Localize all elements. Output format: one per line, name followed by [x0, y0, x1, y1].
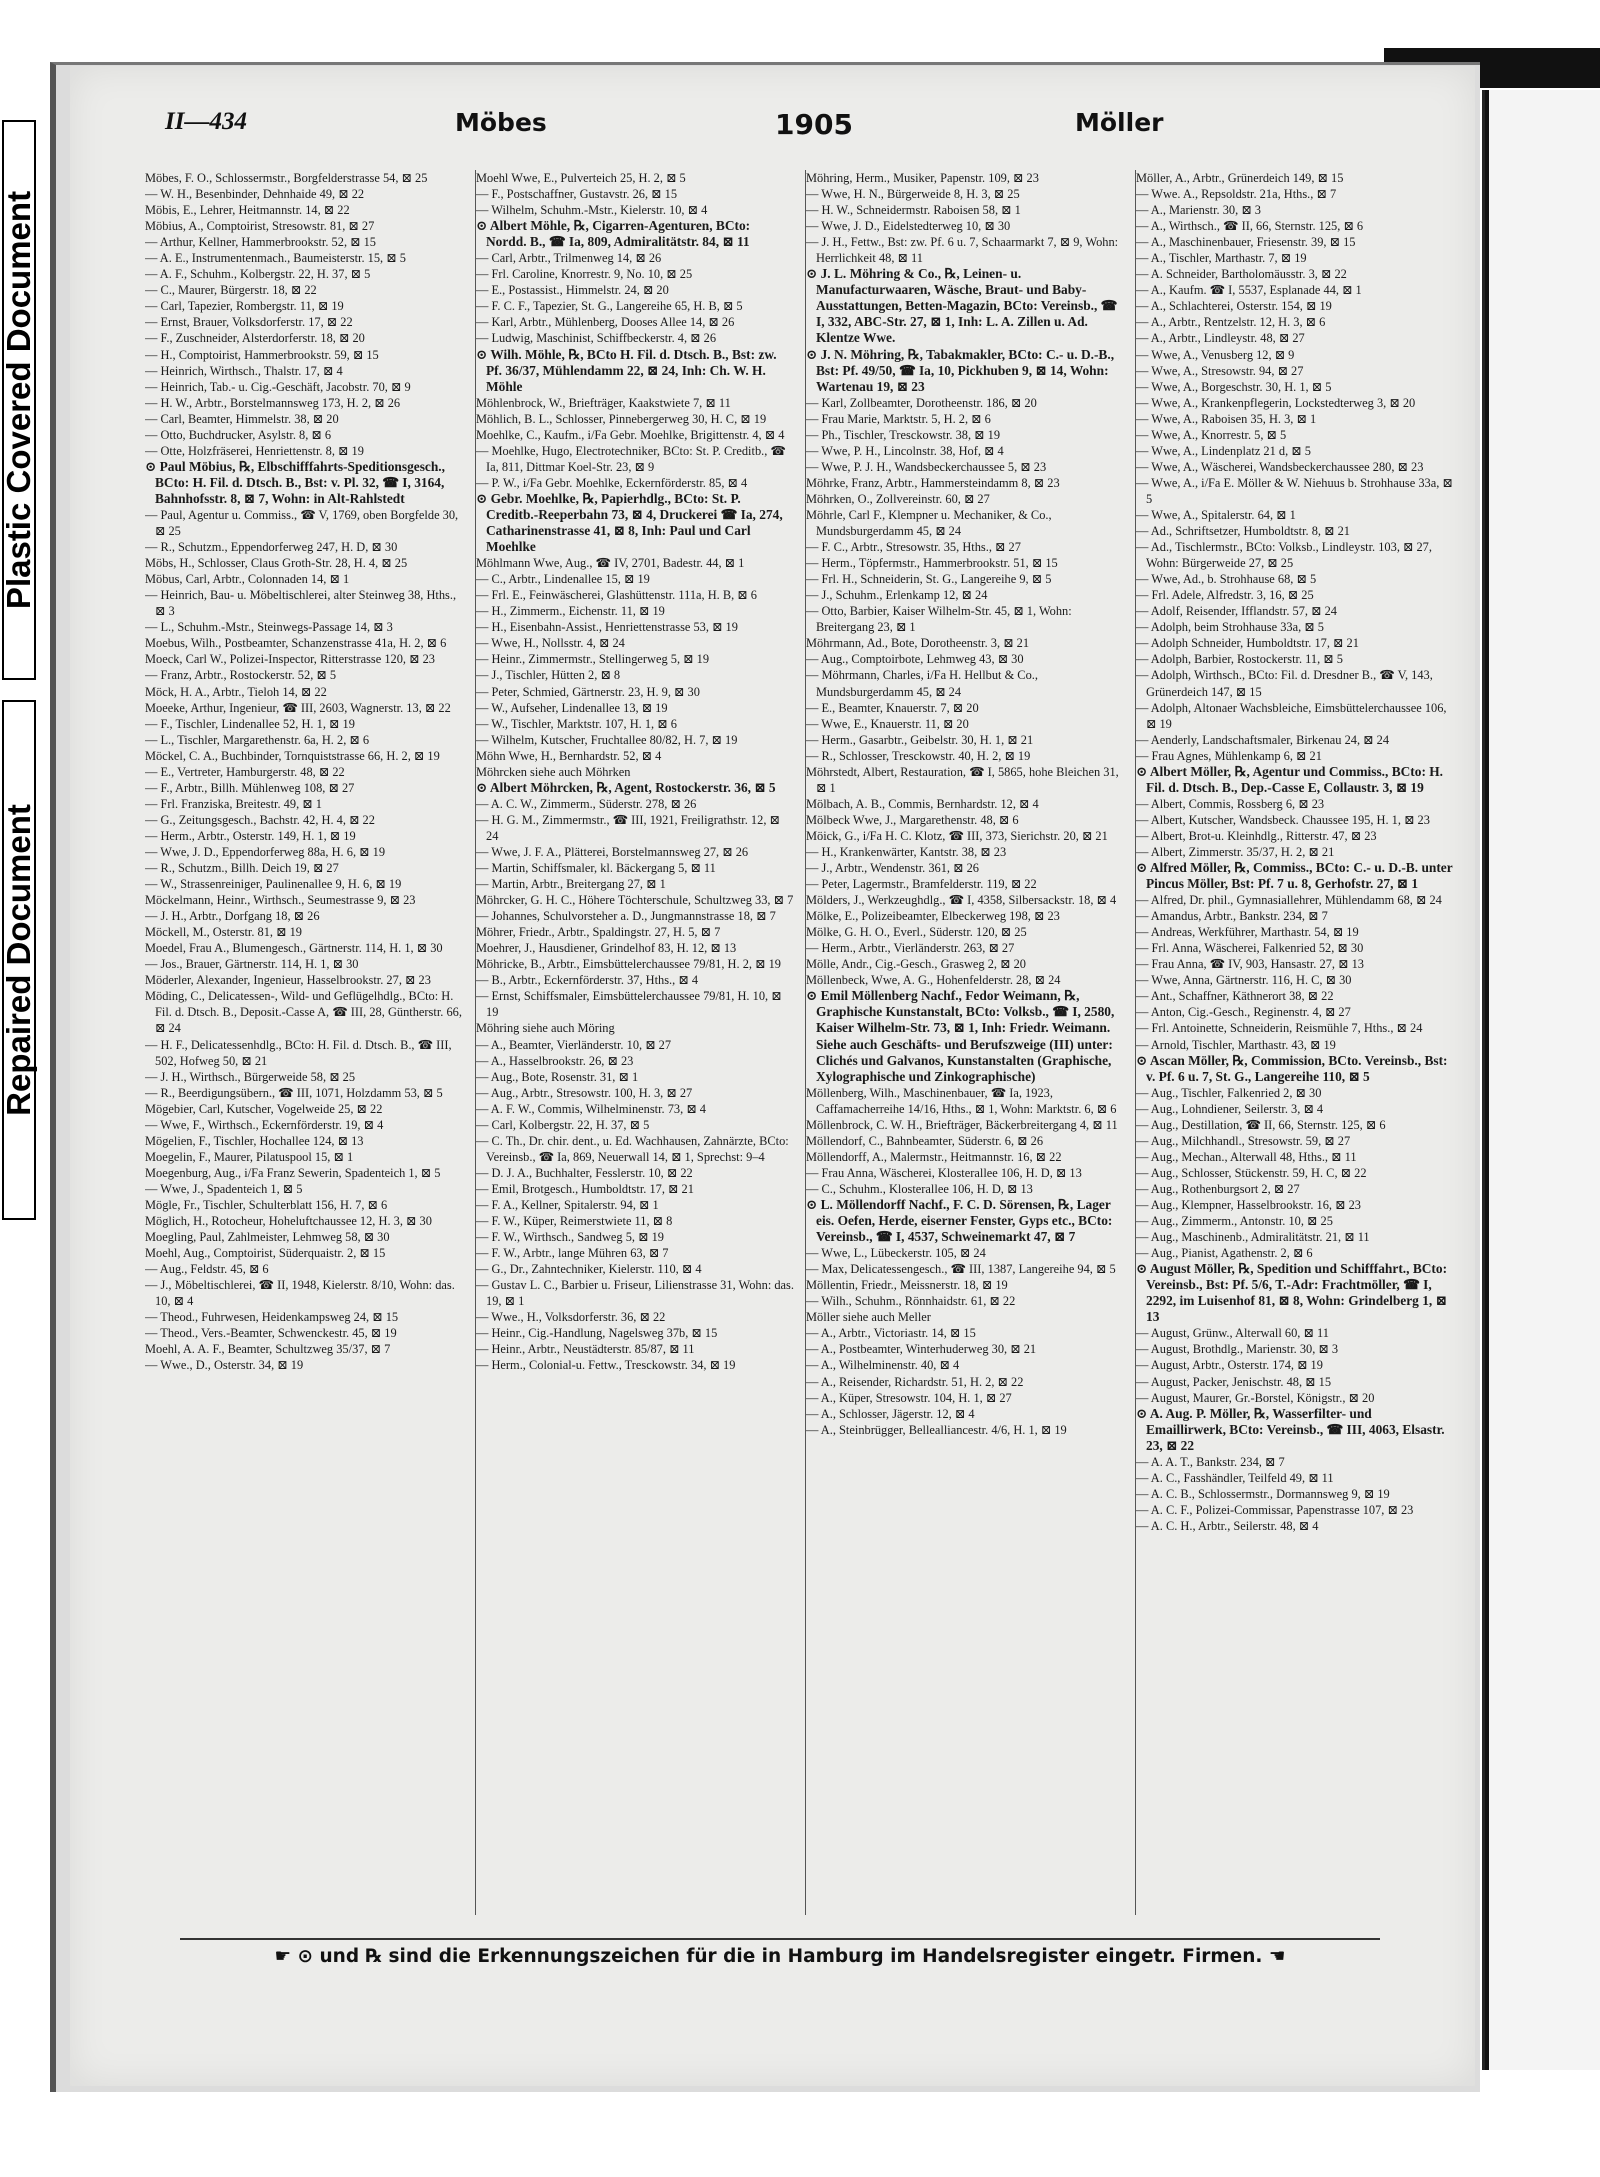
directory-entry: — Wwe, A., Knorrestr. 5, ⊠ 5 — [1136, 427, 1287, 442]
directory-entry: — Wilh., Schuhm., Rönnhaidstr. 61, ⊠ 22 — [806, 1294, 1016, 1309]
directory-entry: — A. C. B., Schlossermstr., Dormannsweg 9, ⊠ 19 — [1136, 1486, 1390, 1501]
directory-entry: Möhrer, Friedr., Arbtr., Spaldingstr. 27, H. 5, ⊠ 7 — [476, 925, 721, 940]
directory-entry: — Martin, Schiffsmaler, kl. Bäckergang 5, ⊠ 11 — [476, 861, 716, 876]
directory-entry: — F., Tischler, Lindenallee 52, H. 1, ⊠ 19 — [145, 716, 355, 731]
directory-entry: Mölke, G. H. O., Everl., Süderstr. 120, ⊠ 25 — [806, 925, 1027, 940]
directory-entry: ⊙ Alfred Möller, ℞, Commiss., BCto: C.- u. D.-B. unter Pincus Möller, Bst: Pf. 7 u. 8, Gerhofstr. 27, ⊠ 1 — [1136, 860, 1453, 892]
directory-entry: Möglich, H., Rotocheur, Hoheluftchaussee 12, H. 3, ⊠ 30 — [145, 1214, 432, 1229]
directory-entry: — A. A. T., Bankstr. 234, ⊠ 7 — [1136, 1454, 1285, 1469]
directory-entry: — A., Beamter, Vierländerstr. 10, ⊠ 27 — [476, 1037, 672, 1052]
directory-entry: — Herm., Arbtr., Vierländerstr. 263, ⊠ 27 — [806, 941, 1015, 956]
directory-entry: — R., Beerdigungsübern., ☎ III, 1071, Holzdamm 53, ⊠ 5 — [145, 1085, 443, 1100]
directory-entry: — Frl. H., Schneiderin, St. G., Langereihe 9, ⊠ 5 — [806, 572, 1052, 587]
column-2 — [475, 170, 794, 1915]
directory-entry: Möllenbrock, C. W. H., Briefträger, Bäckerbreitergang 4, ⊠ 11 — [806, 1117, 1118, 1132]
directory-entry: Mölders, J., Werkzeughdlg., ☎ I, 4358, Silbersackstr. 18, ⊠ 4 — [806, 893, 1117, 908]
directory-entry: — Emil, Brotgesch., Humboldtstr. 17, ⊠ 21 — [476, 1181, 694, 1196]
directory-entry: — Heinrich, Bau- u. Möbeltischlerei, alter Steinweg 38, Hths., ⊠ 3 — [145, 588, 457, 619]
directory-entry: Möhrke, Franz, Arbtr., Hammersteindamm 8, ⊠ 23 — [806, 475, 1060, 490]
directory-entry: — Wwe, A., Wäscherei, Wandsbeckerchaussee 280, ⊠ 23 — [1136, 459, 1424, 474]
directory-entry: Möhlenbrock, W., Briefträger, Kaakstwiete 7, ⊠ 11 — [476, 395, 731, 410]
directory-entry: — A., Postbeamter, Winterhuderweg 30, ⊠ 21 — [806, 1342, 1037, 1357]
directory-entry: — F. W., Küper, Reimerstwiete 11, ⊠ 8 — [476, 1214, 673, 1229]
directory-entry: Möhlmann Wwe, Aug., ☎ IV, 2701, Badestr. 44, ⊠ 1 — [476, 556, 745, 571]
directory-entry: — August, Maurer, Gr.-Borstel, Königstr., ⊠ 20 — [1136, 1390, 1375, 1405]
directory-entry: — Wwe, F., Wirthsch., Eckernförderstr. 19, ⊠ 4 — [145, 1117, 384, 1132]
directory-entry: — Otte, Holzfräserei, Henriettenstr. 8, ⊠ 19 — [145, 443, 364, 458]
archive-side-labels — [0, 0, 38, 2177]
directory-entry: — H., Zimmerm., Eichenstr. 11, ⊠ 19 — [476, 604, 665, 619]
directory-entry: — Wwe, P. H., Lincolnstr. 38, Hof, ⊠ 4 — [806, 443, 1004, 458]
directory-entry: — Adolph, Barbier, Rostockerstr. 11, ⊠ 5 — [1136, 652, 1343, 667]
directory-entry: ⊙ Albert Möller, ℞, Agentur und Commiss., BCto: H. Fil. d. Dtsch. B., Dep.-Casse E, Collaustr. 3, ⊠ 19 — [1136, 763, 1444, 795]
directory-entry: — Ad., Schriftsetzer, Humboldtstr. 8, ⊠ 21 — [1136, 524, 1350, 539]
directory-entry: Moehl, A. A. F., Beamter, Schultzweg 35/37, ⊠ 7 — [145, 1342, 391, 1357]
directory-entry: Mögelien, F., Tischler, Hochallee 124, ⊠ 13 — [145, 1133, 364, 1148]
directory-entry: — J. H., Wirthsch., Bürgerweide 58, ⊠ 25 — [145, 1069, 356, 1084]
directory-entry: — Herm., Colonial-u. Fettw., Tresckowstr. 34, ⊠ 19 — [476, 1358, 736, 1373]
directory-entry: — Gustav L. C., Barbier u. Friseur, Lilienstrasse 31, Wohn: das. 19, ⊠ 1 — [476, 1278, 794, 1309]
directory-entry: — Wwe, P. J. H., Wandsbeckerchaussee 5, ⊠ 23 — [806, 459, 1047, 474]
directory-entry: — Wwe, A., i/Fa E. Möller & W. Niehuus b. Strohhause 33a, ⊠ 5 — [1136, 475, 1453, 506]
directory-entry: — Carl, Tapezier, Rombergstr. 11, ⊠ 19 — [145, 299, 344, 314]
directory-entry: — A., Marienstr. 30, ⊠ 3 — [1136, 203, 1261, 218]
directory-entry: ⊙ Ascan Möller, ℞, Commission, BCto. Vereinsb., Bst: v. Pf. 6 u. 7, St. G., Langereihe 110, ⊠ 5 — [1136, 1052, 1448, 1084]
directory-entry: Moehl, Aug., Comptoirist, Süderquaistr. 2, ⊠ 15 — [145, 1246, 386, 1261]
directory-entry: Moeck, Carl W., Polizei-Inspector, Ritterstrasse 120, ⊠ 23 — [145, 652, 435, 667]
directory-entry: — Peter, Schmied, Gärtnerstr. 23, H. 9, ⊠ 30 — [476, 684, 700, 699]
directory-entry: Möhricke, B., Arbtr., Eimsbüttelerchaussee 79/81, H. 2, ⊠ 19 — [476, 957, 781, 972]
directory-entry: — W., Tischler, Marktstr. 107, H. 1, ⊠ 6 — [476, 716, 677, 731]
directory-entry: Möbis, E., Lehrer, Heitmannstr. 14, ⊠ 22 — [145, 203, 350, 218]
directory-entry: — Martin, Arbtr., Breitergang 27, ⊠ 1 — [476, 877, 666, 892]
directory-entry: — August, Brothdlg., Marienstr. 30, ⊠ 3 — [1136, 1342, 1339, 1357]
directory-entry: — Ph., Tischler, Tresckowstr. 38, ⊠ 19 — [806, 427, 1001, 442]
directory-entry: — Frl. Anna, Wäscherei, Falkenried 52, ⊠ 30 — [1136, 941, 1364, 956]
directory-entry: — Frau Anna, ☎ IV, 903, Hansastr. 27, ⊠ 13 — [1136, 957, 1364, 972]
directory-entry: — H. G. M., Zimmermstr., ☎ III, 1921, Freiligrathstr. 12, ⊠ 24 — [476, 812, 780, 843]
directory-entry: Mölke, E., Polizeibeamter, Elbeckerweg 198, ⊠ 23 — [806, 909, 1060, 924]
directory-entry: — Carl, Arbtr., Trilmenweg 14, ⊠ 26 — [476, 251, 662, 266]
directory-entry: Mölbeck Wwe, J., Margarethenstr. 48, ⊠ 6 — [806, 812, 1019, 827]
directory-entry: — Theod., Fuhrwesen, Heidenkampsweg 24, ⊠ 15 — [145, 1310, 399, 1325]
directory-entry: Möhrcken siehe auch Möhrken — [476, 764, 631, 779]
directory-entry: — Ernst, Brauer, Volksdorferstr. 17, ⊠ 22 — [145, 315, 353, 330]
directory-entry: — J., Schuhm., Erlenkamp 12, ⊠ 24 — [806, 588, 988, 603]
directory-entry: — August, Packer, Jenischstr. 48, ⊠ 15 — [1136, 1374, 1332, 1389]
directory-entry: — F. W., Arbtr., lange Mühren 63, ⊠ 7 — [476, 1246, 669, 1261]
directory-entry: — Wwe, A., Spitalerstr. 64, ⊠ 1 — [1136, 507, 1296, 522]
directory-entry: Mögle, Fr., Tischler, Schulterblatt 156, H. 7, ⊠ 6 — [145, 1198, 388, 1212]
directory-entry: — Wwe, A., Lindenplatz 21 d, ⊠ 5 — [1136, 443, 1311, 458]
directory-entry: Moehlke, C., Kaufm., i/Fa Gebr. Moehlke, Brigittenstr. 4, ⊠ 4 — [476, 427, 785, 442]
directory-entry: — W., Strassenreiniger, Paulinenallee 9, H. 6, ⊠ 19 — [145, 877, 402, 892]
directory-entry: — A., Hasselbrookstr. 26, ⊠ 23 — [476, 1053, 634, 1068]
directory-entry: Möhrle, Carl F., Klempner u. Mechaniker, & Co., Mundsburgerdamm 45, ⊠ 24 — [806, 507, 1052, 539]
directory-entry: — H. F., Delicatessenhdlg., BCto: H. Fil. d. Dtsch. B., ☎ III, 502, Hofweg 50, ⊠ 21 — [145, 1037, 452, 1068]
directory-entry: Moegling, Paul, Zahlmeister, Lehmweg 58, ⊠ 30 — [145, 1230, 390, 1245]
directory-entry: — Jos., Brauer, Gärtnerstr. 114, H. 1, ⊠ 30 — [145, 957, 359, 972]
directory-entry: — A. C., Fasshändler, Teilfeld 49, ⊠ 11 — [1136, 1470, 1334, 1485]
directory-entry: — Wwe, J. D., Eppendorferweg 88a, H. 6, ⊠ 19 — [145, 844, 386, 859]
directory-entry: — Albert, Commis, Rossberg 6, ⊠ 23 — [1136, 796, 1325, 811]
directory-entry: — W., Aufseher, Lindenallee 13, ⊠ 19 — [476, 700, 668, 715]
directory-entry: Möllenbeck, Wwe, A. G., Hohenfelderstr. 28, ⊠ 24 — [806, 973, 1061, 988]
directory-entry: Mölbach, A. B., Commis, Bernhardstr. 12, ⊠ 4 — [806, 796, 1039, 811]
directory-entry: — Herm., Töpfermstr., Hammerbrookstr. 51, ⊠ 15 — [806, 556, 1058, 571]
directory-entry: — F., Postschaffner, Gustavstr. 26, ⊠ 15 — [476, 187, 678, 202]
directory-entry: — D. J. A., Buchhalter, Fesslerstr. 10, ⊠ 22 — [476, 1165, 693, 1180]
directory-entry: — Aenderly, Landschaftsmaler, Birkenau 24, ⊠ 24 — [1136, 732, 1390, 747]
directory-entry: — Heinr., Arbtr., Neustädterstr. 85/87, ⊠ 11 — [476, 1342, 695, 1357]
directory-entry: — A., Schlosser, Jägerstr. 12, ⊠ 4 — [806, 1406, 975, 1421]
directory-entry: — Frl. Caroline, Knorrestr. 9, No. 10, ⊠ 25 — [476, 267, 693, 282]
directory-entry: — A. C. F., Polizei-Commissar, Papenstrasse 107, ⊠ 23 — [1136, 1502, 1414, 1517]
plastic-covered-label: Plastic Covered Document — [2, 120, 36, 680]
directory-entry: Möllentin, Friedr., Meissnerstr. 18, ⊠ 19 — [806, 1278, 1008, 1293]
directory-entry: Moegelin, F., Maurer, Pilatuspool 15, ⊠ 1 — [145, 1149, 354, 1164]
directory-entry: — Wwe, H. N., Bürgerweide 8, H. 3, ⊠ 25 — [806, 187, 1020, 202]
directory-entry: ⊙ Wilh. Möhle, ℞, BCto H. Fil. d. Dtsch. B., Bst: zw. Pf. 36/37, Mühlendamm 22, ⊠ 24, Inh: Ch. W. H. Möhle — [476, 346, 777, 394]
directory-entry: — R., Schutzm., Eppendorferweg 247, H. D, ⊠ 30 — [145, 540, 398, 555]
directory-entry: — Wwe, Ad., b. Strohhause 68, ⊠ 5 — [1136, 572, 1317, 587]
directory-entry: — Ant., Schaffner, Käthnerort 38, ⊠ 22 — [1136, 989, 1334, 1004]
directory-entry: ⊙ Albert Möhrcken, ℞, Agent, Rostockerstr. 36, ⊠ 5 — [476, 779, 776, 795]
directory-entry: — A., Maschinenbauer, Friesenstr. 39, ⊠ 15 — [1136, 235, 1356, 250]
directory-entry: — Peter, Lagermstr., Bramfelderstr. 119, ⊠ 22 — [806, 877, 1037, 892]
directory-entry: — Karl, Arbtr., Mühlenberg, Dooses Allee 14, ⊠ 26 — [476, 315, 735, 330]
directory-entry: — Amandus, Arbtr., Bankstr. 234, ⊠ 7 — [1136, 909, 1328, 924]
directory-entry: — Albert, Kutscher, Wandsbeck. Chaussee 195, H. 1, ⊠ 23 — [1136, 812, 1430, 827]
directory-entry: — Heinr., Cig.-Handlung, Nagelsweg 37b, ⊠ 15 — [476, 1326, 718, 1341]
directory-entry: — Wwe, J. F. A., Plätterei, Borstelmannsweg 27, ⊠ 26 — [476, 844, 749, 859]
directory-entry: Möckell, M., Osterstr. 81, ⊠ 19 — [145, 925, 302, 940]
directory-entry: — Wwe, J. D., Eidelstedterweg 10, ⊠ 30 — [806, 219, 1011, 234]
directory-entry: — P. W., i/Fa Gebr. Moehlke, Eckernförderstr. 85, ⊠ 4 — [476, 475, 748, 490]
column-1 — [145, 170, 463, 1915]
directory-entry: — Wwe, A., Stresowstr. 94, ⊠ 27 — [1136, 363, 1304, 378]
directory-entry: — Carl, Kolbergstr. 22, H. 37, ⊠ 5 — [476, 1117, 650, 1132]
directory-entry: Mögebier, Carl, Kutscher, Vogelweide 25, ⊠ 22 — [145, 1101, 383, 1116]
directory-entry: Möbs, H., Schlosser, Claus Groth-Str. 28, H. 4, ⊠ 25 — [145, 556, 408, 571]
directory-entry: — Aug., Arbtr., Stresowstr. 100, H. 3, ⊠ 27 — [476, 1085, 693, 1100]
directory-entry: — Adolf, Reisender, Ifflandstr. 57, ⊠ 24 — [1136, 604, 1337, 619]
directory-entry: — Anton, Cig.-Gesch., Reginenstr. 4, ⊠ 27 — [1136, 1005, 1351, 1020]
directory-entry: — Arthur, Kellner, Hammerbrookstr. 52, ⊠ 15 — [145, 235, 377, 250]
directory-entry: — F. C., Arbtr., Stresowstr. 35, Hths., ⊠ 27 — [806, 540, 1021, 555]
directory-entry: ⊙ J. L. Möhring & Co., ℞, Leinen- u. Manufacturwaaren, Wäsche, Braut- und Baby-Ausstattungen, Betten-Magazin, BCto: Vereinsb., ☎ I, 332, ABC-Str. 27, ⊠ 1, Inh: L. A. Zillen u. Ad. Klentze Wwe. — [806, 266, 1118, 346]
directory-entry: — A., Tischler, Marthastr. 7, ⊠ 19 — [1136, 251, 1307, 266]
directory-entry: Möck, H. A., Arbtr., Tieloh 14, ⊠ 22 — [145, 684, 327, 699]
directory-entry: — R., Schlosser, Tresckowstr. 40, H. 2, ⊠ 19 — [806, 748, 1031, 763]
directory-entry: Moeeke, Arthur, Ingenieur, ☎ III, 2603, Wagnerstr. 13, ⊠ 22 — [145, 700, 451, 715]
directory-entry: — H., Eisenbahn-Assist., Henriettenstrasse 53, ⊠ 19 — [476, 620, 738, 635]
directory-entry: — C., Maurer, Bürgerstr. 18, ⊠ 22 — [145, 283, 317, 298]
directory-entry: — C., Schuhm., Klosterallee 106, H. D, ⊠ 13 — [806, 1181, 1033, 1196]
directory-entry: ⊙ Gebr. Moehlke, ℞, Papierhdlg., BCto: St. P. Creditb.-Reeperbahn 73, ⊠ 4, Druckerei ☎ Ia, 274, Catharinenstrasse 41, ⊠ 8, Inh: Paul und Carl Moehlke — [476, 490, 783, 555]
directory-entry: — H. W., Arbtr., Borstelmannsweg 173, H. 2, ⊠ 26 — [145, 395, 401, 410]
directory-entry: — Frl. Adele, Alfredstr. 3, 16, ⊠ 25 — [1136, 588, 1314, 603]
directory-entry: — Adolph, beim Strohhause 33a, ⊠ 5 — [1136, 620, 1324, 635]
directory-entry: Möding, C., Delicatessen-, Wild- und Geflügelhdlg., BCto: H. Fil. d. Dtsch. B., Deposit.-Casse A, ☎ III, 28, Güntherstr. 66, ⊠ 24 — [145, 989, 462, 1036]
directory-entry: — Frl. Franziska, Breitestr. 49, ⊠ 1 — [145, 796, 322, 811]
directory-entry: — Paul, Agentur u. Commiss., ☎ V, 1769, oben Borgfelde 30, ⊠ 25 — [145, 507, 459, 539]
directory-entry: — Heinr., Zimmermstr., Stellingerweg 5, ⊠ 19 — [476, 652, 710, 667]
directory-entry: — A. C. W., Zimmerm., Süderstr. 278, ⊠ 26 — [476, 796, 697, 811]
directory-entry: — F. W., Wirthsch., Sandweg 5, ⊠ 19 — [476, 1230, 664, 1245]
directory-entry: — A. F., Schuhm., Kolbergstr. 22, H. 37, ⊠ 5 — [145, 267, 371, 282]
directory-entry: Möhring siehe auch Möring — [476, 1021, 615, 1036]
directory-entry: — Frl. E., Feinwäscherei, Glashüttenstr. 111a, H. B, ⊠ 6 — [476, 588, 757, 603]
directory-entry: — Aug., Pianist, Agathenstr. 2, ⊠ 6 — [1136, 1246, 1313, 1261]
page-number: II—434 — [165, 108, 247, 135]
directory-entry: — Herm., Arbtr., Osterstr. 149, H. 1, ⊠ 19 — [145, 828, 356, 843]
directory-entry: Möhrken, O., Zollvereinstr. 60, ⊠ 27 — [806, 491, 990, 506]
directory-entry: — A., Arbtr., Lindleystr. 48, ⊠ 27 — [1136, 331, 1305, 346]
directory-entry: — Frau Agnes, Mühlenkamp 6, ⊠ 21 — [1136, 748, 1322, 763]
directory-entry: — E., Vertreter, Hamburgerstr. 48, ⊠ 22 — [145, 764, 345, 779]
directory-entry: — A. E., Instrumentenmach., Baumeisterstr. 15, ⊠ 5 — [145, 251, 406, 266]
directory-entry: — Aug., Rothenburgsort 2, ⊠ 27 — [1136, 1181, 1300, 1196]
directory-entry: — Wwe, E., Knauerstr. 11, ⊠ 20 — [806, 716, 969, 731]
directory-entry: — Wwe, J., Spadenteich 1, ⊠ 5 — [145, 1181, 303, 1196]
directory-entry: — Frau Anna, Wäscherei, Klosterallee 106, H. D, ⊠ 13 — [806, 1165, 1082, 1180]
directory-entry: — Aug., Mechan., Alterwall 48, Hths., ⊠ 11 — [1136, 1149, 1357, 1164]
directory-entry: — E., Postassist., Himmelstr. 24, ⊠ 20 — [476, 283, 669, 298]
directory-entry: — F., Zuschneider, Alsterdorferstr. 18, ⊠ 20 — [145, 331, 365, 346]
directory-entry: Moehrer, J., Hausdiener, Grindelhof 83, H. 12, ⊠ 13 — [476, 941, 737, 956]
header-last-name: Möller — [1075, 108, 1164, 137]
directory-entry: — Ludwig, Maschinist, Schiffbeckerstr. 4, ⊠ 26 — [476, 331, 717, 346]
directory-entry: Möbus, Carl, Arbtr., Colonnaden 14, ⊠ 1 — [145, 572, 350, 587]
directory-entry: — Herm., Gasarbtr., Geibelstr. 30, H. 1, ⊠ 21 — [806, 732, 1034, 747]
directory-entry: — J. H., Fettw., Bst: zw. Pf. 6 u. 7, Schaarmarkt 7, ⊠ 9, Wohn: Herrlichkeit 48, ⊠ 11 — [806, 235, 1119, 266]
directory-entry: — Carl, Beamter, Himmelstr. 38, ⊠ 20 — [145, 411, 339, 426]
directory-entry: — A., Arbtr., Victoriastr. 14, ⊠ 15 — [806, 1326, 976, 1341]
directory-entry: — A. C. H., Arbtr., Seilerstr. 48, ⊠ 4 — [1136, 1518, 1319, 1533]
directory-entry: — Adolph, Altonaer Wachsbleiche, Eimsbüttelerchaussee 106, ⊠ 19 — [1136, 700, 1447, 731]
header-year: 1905 — [775, 108, 853, 141]
directory-entry: — Wwe, L., Lübeckerstr. 105, ⊠ 24 — [806, 1246, 986, 1261]
directory-entry: — W. H., Besenbinder, Dehnhaide 49, ⊠ 22 — [145, 187, 365, 202]
directory-entry: — A. Schneider, Bartholomäusstr. 3, ⊠ 22 — [1136, 267, 1347, 282]
directory-entry: — Wwe, H., Nollsstr. 4, ⊠ 24 — [476, 636, 625, 651]
directory-entry: — Karl, Zollbeamter, Dorotheenstr. 186, ⊠ 20 — [806, 395, 1037, 410]
directory-entry: — Heinrich, Wirthsch., Thalstr. 17, ⊠ 4 — [145, 363, 343, 378]
directory-entry: — J., Arbtr., Wendenstr. 361, ⊠ 26 — [806, 861, 979, 876]
directory-entry: Möhlich, B. L., Schlosser, Pinnebergerweg 30, H. C, ⊠ 19 — [476, 411, 767, 426]
directory-entry: — R., Schutzm., Billh. Deich 19, ⊠ 27 — [145, 861, 339, 876]
directory-entry: — Aug., Schlosser, Stückenstr. 59, H. C, ⊠ 22 — [1136, 1165, 1367, 1180]
adjacent-page-edge — [1482, 90, 1600, 2070]
directory-entry: — Albert, Zimmerstr. 35/37, H. 2, ⊠ 21 — [1136, 844, 1335, 859]
directory-entry: — A., Wilhelminenstr. 40, ⊠ 4 — [806, 1358, 960, 1373]
directory-entry: Möllenberg, Wilh., Maschinenbauer, ☎ Ia, 1923, Caffamacherreihe 14/16, Hths., ⊠ 1, Wohn: Marktstr. 6, ⊠ 6 — [806, 1085, 1117, 1116]
directory-entry: Moehl Wwe, E., Pulverteich 25, H. 2, ⊠ 5 — [476, 171, 686, 185]
directory-entry: — J. H., Arbtr., Dorfgang 18, ⊠ 26 — [145, 909, 320, 924]
directory-entry: — G., Dr., Zahntechniker, Kielerstr. 110, ⊠ 4 — [476, 1262, 702, 1277]
directory-entry: ⊙ L. Möllendorff Nachf., F. C. D. Sörensen, ℞, Lager eis. Oefen, Herde, eiserner Fenster, Gyps etc., BCto: Vereinsb., ☎ I, 4537, Schweinemarkt 47, ⊠ 7 — [806, 1197, 1113, 1245]
directory-entry: — Wwe. A., Repsoldstr. 21a, Hths., ⊠ 7 — [1136, 187, 1337, 202]
directory-entry: — C., Arbtr., Lindenallee 15, ⊠ 19 — [476, 572, 650, 587]
directory-entry: — Wwe, A., Borgeschstr. 30, H. 1, ⊠ 5 — [1136, 379, 1332, 394]
directory-entry: — Wwe, A., Venusberg 12, ⊠ 9 — [1136, 347, 1295, 362]
directory-entry: — Aug., Destillation, ☎ II, 66, Sternstr. 125, ⊠ 6 — [1136, 1117, 1386, 1132]
directory-entry: — Aug., Milchhandl., Stresowstr. 59, ⊠ 27 — [1136, 1133, 1351, 1148]
directory-entry: — Arnold, Tischler, Marthastr. 43, ⊠ 19 — [1136, 1037, 1336, 1052]
directory-entry: — Theod., Vers.-Beamter, Schwenckestr. 45, ⊠ 19 — [145, 1326, 397, 1341]
directory-entry: ⊙ Emil Möllenberg Nachf., Fedor Weimann, ℞, Graphische Kunstanstalt, BCto: Volksb., ☎ I, 2580, Kaiser Wilhelm-Str. 73, ⊠ 1, Inh: Friedr. Weimann. Siehe auch Geschäfts- und Berufszweige (III) unter: Clichés und Galvanos, Kunstanstalten (Graphische, Xylographische und Zinkographische) — [806, 988, 1115, 1084]
header-first-name: Möbes — [455, 108, 547, 137]
directory-entry: — H., Krankenwärter, Kantstr. 38, ⊠ 23 — [806, 844, 1007, 859]
directory-entry: — L., Tischler, Margarethenstr. 6a, H. 2, ⊠ 6 — [145, 732, 370, 747]
page-header — [95, 108, 1164, 148]
directory-columns — [145, 170, 1470, 1915]
directory-entry: — A., Küper, Stresowstr. 104, H. 1, ⊠ 27 — [806, 1390, 1012, 1405]
directory-entry: Moebus, Wilh., Postbeamter, Schanzenstrasse 41a, H. 2, ⊠ 6 — [145, 636, 447, 651]
directory-entry: Möick, G., i/Fa H. C. Klotz, ☎ III, 373, Sierichstr. 20, ⊠ 21 — [806, 828, 1108, 843]
directory-entry: — Andreas, Werkführer, Marthastr. 54, ⊠ 19 — [1136, 925, 1359, 940]
directory-entry: — Wilhelm, Schuhm.-Mstr., Kielerstr. 10, ⊠ 4 — [476, 203, 708, 218]
directory-entry: — H. W., Schneidermstr. Raboisen 58, ⊠ 1 — [806, 203, 1021, 218]
directory-entry: Möhring, Herm., Musiker, Papenstr. 109, ⊠ 23 — [806, 171, 1039, 185]
directory-entry: — Wwe., D., Osterstr. 34, ⊠ 19 — [145, 1358, 304, 1373]
directory-entry: — Moehlke, Hugo, Electrotechniker, BCto: St. P. Creditb., ☎ Ia, 811, Dittmar Koel-Str. 23, ⊠ 9 — [476, 443, 786, 474]
directory-entry: — Wwe, A., Krankenpflegerin, Lockstedterweg 3, ⊠ 20 — [1136, 395, 1416, 410]
directory-entry: — Ernst, Schiffsmaler, Eimsbüttelerchaussee 79/81, H. 10, ⊠ 19 — [476, 989, 782, 1020]
page-footer-note: ☛ ⊙ und ℞ sind die Erkennungszeichen für die in Hamburg im Handelsregister eingetr. Firmen. ☚ — [180, 1938, 1380, 1976]
directory-entry: — Otto, Barbier, Kaiser Wilhelm-Str. 45, ⊠ 1, Wohn: Breitergang 23, ⊠ 1 — [806, 604, 1072, 635]
directory-entry: — A. F. W., Commis, Wilhelminenstr. 73, ⊠ 4 — [476, 1101, 706, 1116]
directory-entry: — B., Arbtr., Eckernförderstr. 37, Hths., ⊠ 4 — [476, 973, 699, 988]
directory-entry: — Aug., Feldstr. 45, ⊠ 6 — [145, 1262, 269, 1277]
directory-entry: Moegenburg, Aug., i/Fa Franz Sewerin, Spadenteich 1, ⊠ 5 — [145, 1165, 441, 1180]
directory-entry: — Adolph Schneider, Humboldtstr. 17, ⊠ 21 — [1136, 636, 1359, 651]
repaired-document-label: Repaired Document — [2, 700, 36, 1220]
directory-entry: — August, Arbtr., Osterstr. 174, ⊠ 19 — [1136, 1358, 1323, 1373]
directory-entry: Möller siehe auch Meller — [806, 1310, 931, 1325]
directory-entry: ⊙ Paul Möbius, ℞, Elbschifffahrts-Speditionsgesch., BCto: H. Fil. d. Dtsch. B., Bst: v. Pl. 32, ☎ I, 3164, Bahnhofsstr. 8, ⊠ 7, Wohn: in Alt-Rahlstedt — [145, 458, 446, 506]
directory-entry: ⊙ August Möller, ℞, Spedition und Schifffahrt., BCto: Vereinsb., Bst: Pf. 5/6, T.-Adr: Frachtmöller, ☎ I, 2292, im Luisenhof 81, ⊠ 8, Wohn: Grindelberg 1, ⊠ 13 — [1136, 1261, 1448, 1325]
directory-entry: — Otto, Buchdrucker, Asylstr. 8, ⊠ 6 — [145, 427, 332, 442]
column-4 — [1135, 170, 1454, 1915]
directory-entry: — J., Tischler, Hütten 2, ⊠ 8 — [476, 668, 621, 683]
directory-entry: — F. C. F., Tapezier, St. G., Langereihe 65, H. B, ⊠ 5 — [476, 299, 743, 314]
directory-entry: Möckel, C. A., Buchbinder, Tornquiststrasse 66, H. 2, ⊠ 19 — [145, 748, 440, 763]
directory-entry: — Alfred, Dr. phil., Gymnasiallehrer, Mühlendamm 68, ⊠ 24 — [1136, 893, 1442, 908]
directory-entry: — Aug., Lohndiener, Seilerstr. 3, ⊠ 4 — [1136, 1101, 1324, 1116]
directory-entry: — Wwe, Anna, Gärtnerstr. 116, H. C, ⊠ 30 — [1136, 973, 1352, 988]
directory-entry: Möbius, A., Comptoirist, Stresowstr. 81, ⊠ 27 — [145, 219, 375, 234]
directory-entry: — Johannes, Schulvorsteher a. D., Jungmannstrasse 18, ⊠ 7 — [476, 909, 776, 924]
directory-entry: Möhrstedt, Albert, Restauration, ☎ I, 5865, hohe Bleichen 31, ⊠ 1 — [806, 764, 1119, 795]
directory-entry: — Aug., Klempner, Hasselbrookstr. 16, ⊠ 23 — [1136, 1198, 1361, 1212]
directory-entry: ⊙ Albert Möhle, ℞, Cigarren-Agenturen, BCto: Nordd. B., ☎ Ia, 809, Admiralitätstr. 84, ⊠ 11 — [476, 218, 751, 250]
directory-entry: — C. Th., Dr. chir. dent., u. Ed. Wachhausen, Zahnärzte, BCto: Vereinsb., ☎ Ia, 869, Neuerwall 14, ⊠ 1, Sprechst: 9–4 — [476, 1133, 789, 1164]
directory-entry: — Wilhelm, Kutscher, Fruchtallee 80/82, H. 7, ⊠ 19 — [476, 732, 738, 747]
directory-entry: — Frl. Antoinette, Schneiderin, Reismühle 7, Hths., ⊠ 24 — [1136, 1021, 1423, 1036]
directory-entry: — E., Beamter, Knauerstr. 7, ⊠ 20 — [806, 700, 979, 715]
directory-entry: — A., Arbtr., Rentzelstr. 12, H. 3, ⊠ 6 — [1136, 315, 1326, 330]
directory-entry: ⊙ A. Aug. P. Möller, ℞, Wasserfilter- und Emaillirwerk, BCto: Vereinsb., ☎ III, 4063, Elsastr. 23, ⊠ 22 — [1136, 1405, 1445, 1453]
directory-entry: Möhn Wwe, H., Bernhardstr. 52, ⊠ 4 — [476, 748, 662, 763]
directory-entry: — A., Steinbrügger, Bellealliancestr. 4/6, H. 1, ⊠ 19 — [806, 1422, 1067, 1437]
directory-entry: — J., Möbeltischlerei, ☎ II, 1948, Kielerstr. 8/10, Wohn: das. 10, ⊠ 4 — [145, 1278, 455, 1309]
directory-entry: — Max, Delicatessengesch., ☎ III, 1387, Langereihe 94, ⊠ 5 — [806, 1262, 1116, 1277]
directory-entry: Möllendorff, A., Malermstr., Heitmannstr. 16, ⊠ 22 — [806, 1149, 1062, 1164]
directory-entry: — Heinrich, Tab.- u. Cig.-Geschäft, Jacobstr. 70, ⊠ 9 — [145, 379, 411, 394]
directory-entry: Möhrmann, Ad., Bote, Dorotheenstr. 3, ⊠ 21 — [806, 636, 1030, 651]
directory-entry: — Möhrmann, Charles, i/Fa H. Hellbut & Co., Mundsburgerdamm 45, ⊠ 24 — [806, 668, 1038, 699]
directory-entry: Moedel, Frau A., Blumengesch., Gärtnerstr. 114, H. 1, ⊠ 30 — [145, 941, 443, 956]
directory-entry: — L., Schuhm.-Mstr., Steinwegs-Passage 14, ⊠ 3 — [145, 620, 393, 635]
directory-entry: — F., Arbtr., Billh. Mühlenweg 108, ⊠ 27 — [145, 780, 355, 795]
directory-entry: — Aug., Comptoirbote, Lehmweg 43, ⊠ 30 — [806, 652, 1024, 667]
directory-entry: — Albert, Brot-u. Kleinhdlg., Ritterstr. 47, ⊠ 23 — [1136, 828, 1377, 843]
directory-entry: Möhrcker, G. H. C., Höhere Töchterschule, Schultzweg 33, ⊠ 7 — [476, 893, 794, 908]
directory-entry: Möckelmann, Heinr., Wirthsch., Seumestrasse 9, ⊠ 23 — [145, 893, 416, 908]
directory-entry: — Franz, Arbtr., Rostockerstr. 52, ⊠ 5 — [145, 668, 337, 683]
directory-entry: ⊙ J. N. Möhring, ℞, Tabakmakler, BCto: C.- u. D.-B., Bst: Pf. 49/50, ☎ Ia, 10, Pickhuben 9, ⊠ 14, Wohn: Wartenau 19, ⊠ 23 — [806, 346, 1115, 394]
directory-entry: — F. A., Kellner, Spitalerstr. 94, ⊠ 1 — [476, 1198, 659, 1212]
column-3 — [805, 170, 1124, 1915]
directory-entry: — Aug., Zimmerm., Antonstr. 10, ⊠ 25 — [1136, 1214, 1333, 1229]
directory-entry: — Aug., Maschinenb., Admiralitätstr. 21, ⊠ 11 — [1136, 1230, 1370, 1245]
directory-entry: Möbes, F. O., Schlossermstr., Borgfelderstrasse 54, ⊠ 25 — [145, 171, 428, 185]
directory-entry: — H., Comptoirist, Hammerbrookstr. 59, ⊠ 15 — [145, 347, 379, 362]
directory-entry: — Adolph, Wirthsch., BCto: Fil. d. Dresdner B., ☎ V, 143, Grünerdeich 147, ⊠ 15 — [1136, 668, 1433, 699]
directory-entry: Möller, A., Arbtr., Grünerdeich 149, ⊠ 15 — [1136, 171, 1344, 185]
directory-entry: — Aug., Tischler, Falkenried 2, ⊠ 30 — [1136, 1085, 1322, 1100]
directory-entry: — A., Reisender, Richardstr. 51, H. 2, ⊠ 22 — [806, 1374, 1024, 1389]
directory-entry: — Ad., Tischlermstr., BCto: Volksb., Lindleystr. 103, ⊠ 27, Wohn: Bürgerweide 27, ⊠ 25 — [1136, 540, 1432, 571]
directory-entry: — Wwe., H., Volksdorferstr. 36, ⊠ 22 — [476, 1310, 666, 1325]
directory-entry: — A., Kaufm. ☎ I, 5537, Esplanade 44, ⊠ 1 — [1136, 283, 1362, 298]
directory-entry: Mölle, Andr., Cig.-Gesch., Grasweg 2, ⊠ 20 — [806, 957, 1026, 972]
directory-entry: — Frau Marie, Marktstr. 5, H. 2, ⊠ 6 — [806, 411, 991, 426]
directory-entry: Möllendorf, C., Bahnbeamter, Süderstr. 6, ⊠ 26 — [806, 1133, 1044, 1148]
directory-entry: — A., Wirthsch., ☎ II, 66, Sternstr. 125, ⊠ 6 — [1136, 219, 1364, 234]
directory-entry: — August, Grünw., Alterwall 60, ⊠ 11 — [1136, 1326, 1329, 1341]
directory-entry: — A., Schlachterei, Osterstr. 154, ⊠ 19 — [1136, 299, 1332, 314]
directory-entry: — G., Zeitungsgesch., Bachstr. 42, H. 4, ⊠ 22 — [145, 812, 375, 827]
directory-entry: Möderler, Alexander, Ingenieur, Hasselbrookstr. 27, ⊠ 23 — [145, 973, 431, 988]
directory-entry: — Aug., Bote, Rosenstr. 31, ⊠ 1 — [476, 1069, 639, 1084]
directory-entry: — Wwe, A., Raboisen 35, H. 3, ⊠ 1 — [1136, 411, 1317, 426]
